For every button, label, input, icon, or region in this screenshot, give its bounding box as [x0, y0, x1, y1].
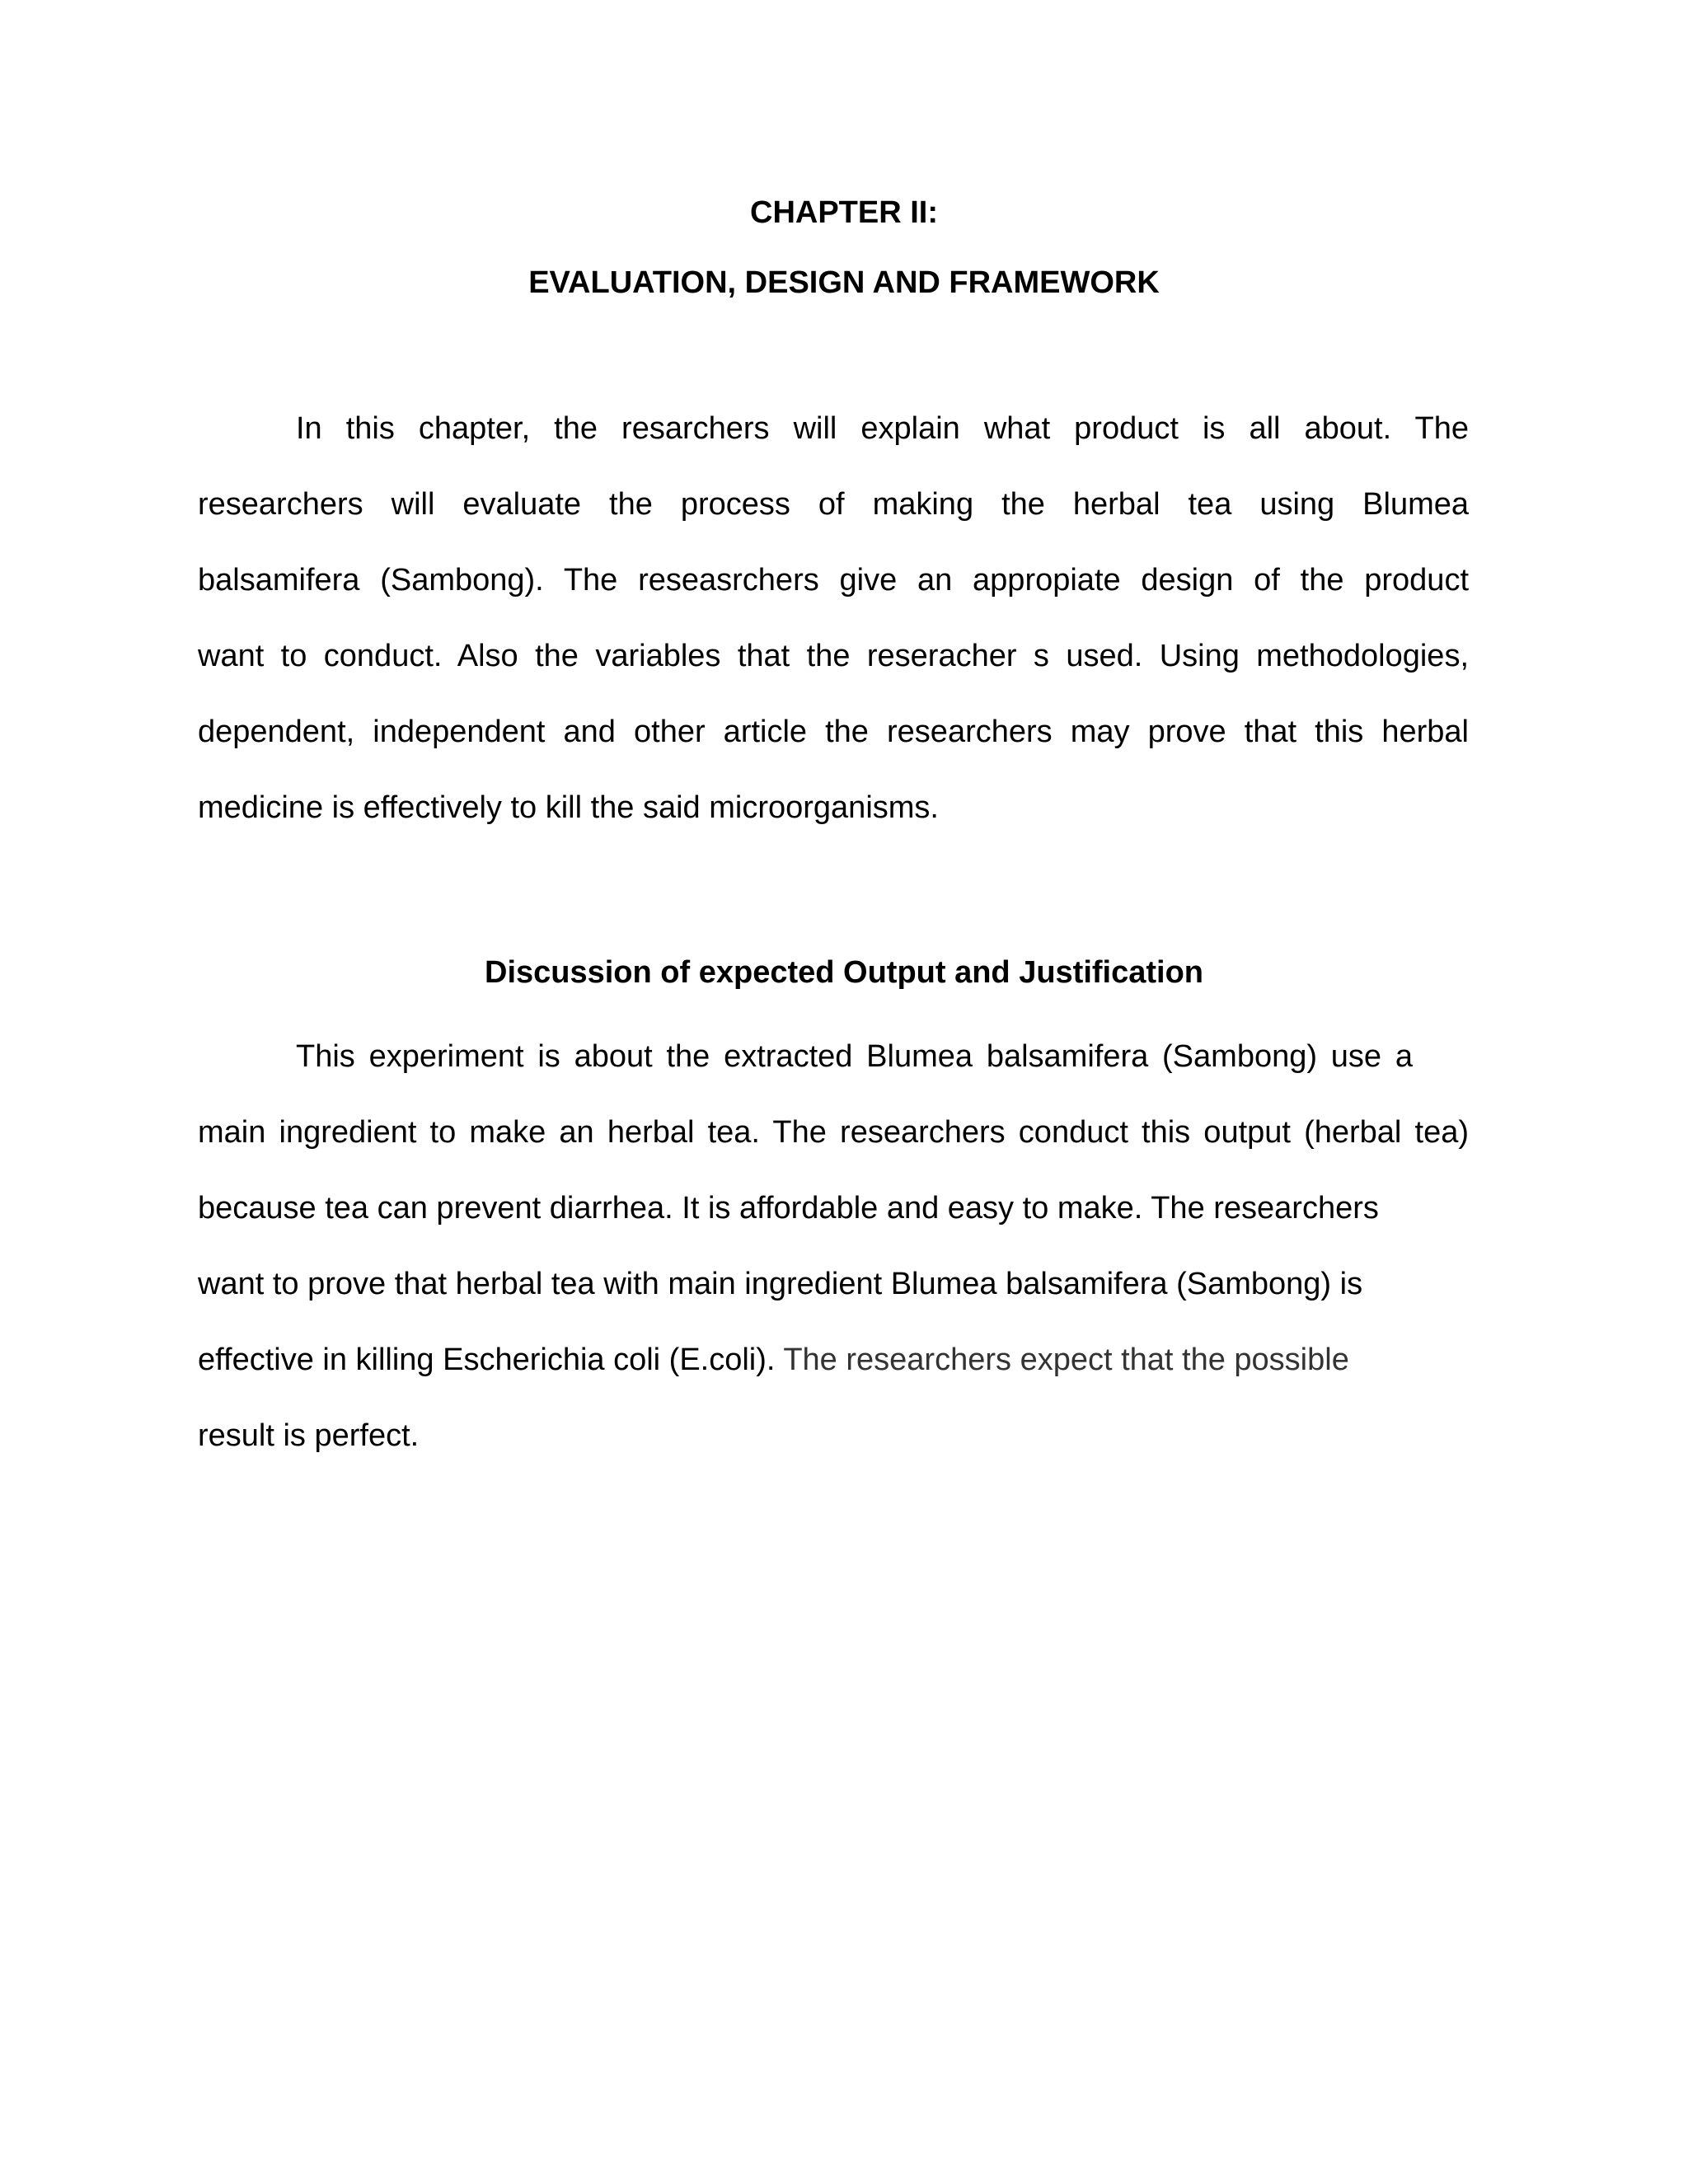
intro-line: researchers will evaluate the process of making the herbal tea using Blumea [198, 487, 1469, 522]
discussion-line: because tea can prevent diarrhea. It is affordable and easy to make. The researchers [198, 1191, 1379, 1226]
discussion-line [198, 1322, 1469, 1398]
discussion-line: result is perfect. [198, 1418, 420, 1453]
intro-line: want to conduct. Also the variables that the reseracher s used. Using methodologies, [198, 639, 1469, 673]
chapter-number: CHAPTER II: [750, 195, 938, 230]
intro-line: medicine is effectively to kill the said microorganisms. [198, 790, 939, 825]
discussion-line: want to prove that herbal tea with main ingredient Blumea balsamifera (Sambong) is [198, 1267, 1363, 1301]
intro-line: In this chapter, the resarchers will explain what product is all about. The [296, 411, 1469, 446]
intro-line: balsamifera (Sambong). The reseasrchers give an appropiate design of the product [198, 563, 1469, 598]
section-title: Discussion of expected Output and Justification [485, 955, 1203, 990]
discussion-line-part: effective in killing Escherichia coli (E.coli). [198, 1343, 776, 1377]
intro-line: dependent, independent and other article the researchers may prove that this herbal [198, 715, 1469, 749]
discussion-paragraph [198, 1019, 1469, 1474]
discussion-line: This experiment is about the extracted Blumea balsamifera (Sambong) use a [296, 1039, 1413, 1074]
discussion-line-part: The researchers expect that the possible [775, 1343, 1349, 1377]
intro-paragraph [198, 391, 1469, 846]
chapter-title: EVALUATION, DESIGN AND FRAMEWORK [528, 265, 1160, 300]
discussion-line: main ingredient to make an herbal tea. The researchers conduct this output (herbal tea) [198, 1115, 1469, 1150]
